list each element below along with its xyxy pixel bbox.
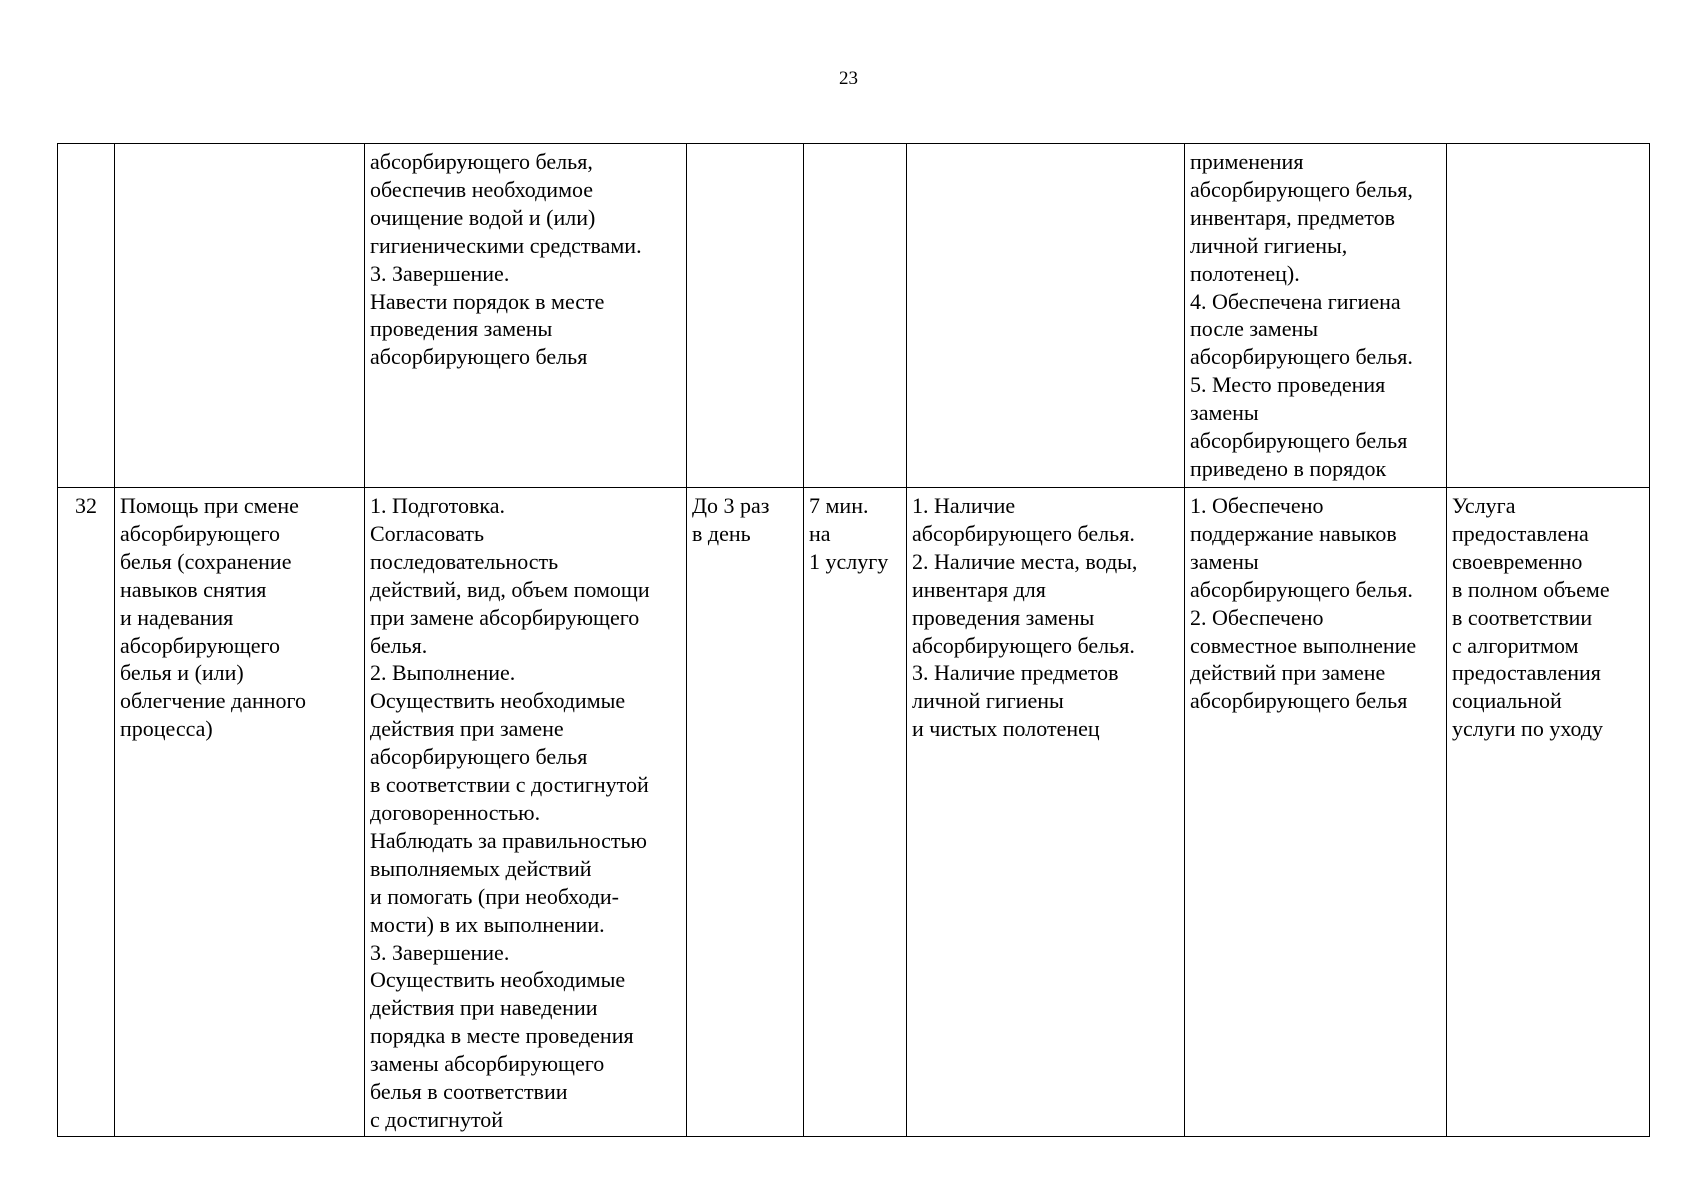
- row-number-cell: 32: [58, 488, 115, 1137]
- table-row: [58, 488, 1650, 1137]
- page-number: 23: [839, 68, 858, 89]
- quality-cell: Услуга предоставлена своевременно в полном объеме в соответствии с алгоритмом предоставления социальной услуги по уходу: [1447, 488, 1650, 1137]
- time-norm-cell: 7 мин. на 1 услугу: [804, 488, 907, 1137]
- procedure-cell: абсорбирующего белья, обеспечив необходимое очищение водой и (или) гигиеническими средствами. 3. Завершение. Навести порядок в месте проведения замены абсорбирующего белья: [365, 144, 687, 488]
- service-name-cell: Помощь при смене абсорбирующего белья (сохранение навыков снятия и надевания абсорбирующего белья и (или) облегчение данного процесса): [115, 488, 365, 1137]
- services-table: [57, 143, 1650, 1137]
- row-number-cell: [58, 144, 115, 488]
- quality-cell: [1447, 144, 1650, 488]
- results-cell: применения абсорбирующего белья, инвентаря, предметов личной гигиены, полотенец). 4. Обеспечена гигиена после замены абсорбирующего белья. 5. Место проведения замены абсорбирующего белья приведено в порядок: [1185, 144, 1447, 488]
- table-row: [58, 144, 1650, 488]
- results-cell: 1. Обеспечено поддержание навыков замены абсорбирующего белья. 2. Обеспечено совместное выполнение действий при замене абсорбирующего белья: [1185, 488, 1447, 1137]
- conditions-cell: 1. Наличие абсорбирующего белья. 2. Наличие места, воды, инвентаря для проведения замены абсорбирующего белья. 3. Наличие предметов личной гигиены и чистых полотенец: [907, 488, 1185, 1137]
- frequency-cell: [687, 144, 804, 488]
- frequency-cell: До 3 раз в день: [687, 488, 804, 1137]
- time-norm-cell: [804, 144, 907, 488]
- service-name-cell: [115, 144, 365, 488]
- procedure-cell: 1. Подготовка. Согласовать последовательность действий, вид, объем помощи при замене абсорбирующего белья. 2. Выполнение. Осуществить необходимые действия при замене абсорбирующего белья в соответствии с достигнутой договоренностью. Наблюдать за правильностью выполняемых действий и помогать (при необходи- мости) в их выполнении. 3. Завершение. Осуществить необходимые действия при наведении порядка в месте проведения замены абсорбирующего белья в соответствии с достигнутой: [365, 488, 687, 1137]
- conditions-cell: [907, 144, 1185, 488]
